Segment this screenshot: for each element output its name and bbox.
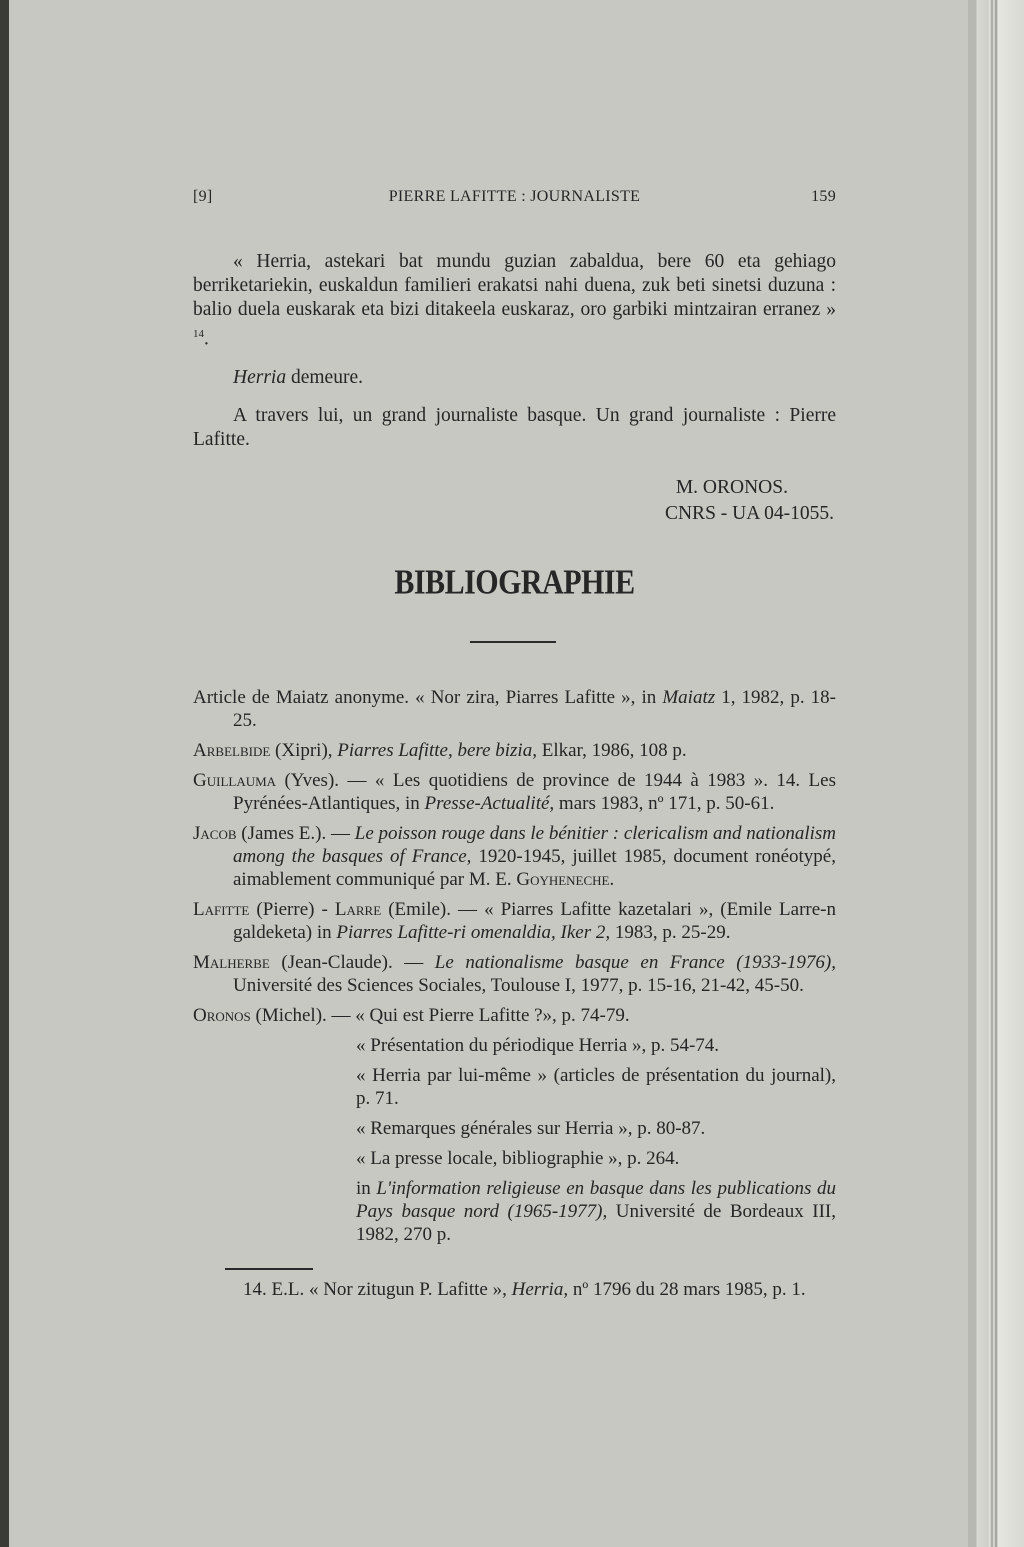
author-name: Malherbe: [193, 952, 270, 973]
entry-text: (Xipri),: [270, 740, 338, 761]
author-signature: [193, 476, 836, 526]
entry-text: Elkar, 1986, 108 p.: [536, 740, 687, 761]
quote-paragraph: [193, 250, 836, 352]
author-name: Goyheneche.: [516, 869, 615, 890]
footnote-rule: [225, 1268, 313, 1270]
footnote-text: 14. E.L. « Nor zitugun P. Lafitte »,: [243, 1279, 512, 1300]
entry-text: Article de Maiatz anonyme. « Nor zira, Piarres Lafitte », in: [193, 687, 663, 708]
bibliography-entry: [193, 686, 836, 732]
author-name: Guillauma: [193, 770, 277, 791]
work-title: L'information religieuse en basque dans les publications du Pays basque nord (1965-1977),: [356, 1178, 836, 1222]
author-name: M. ORONOS.: [675, 477, 788, 498]
body-text: [193, 250, 836, 452]
paragraph: A travers lui, un grand journaliste basque. Un grand journaliste : Pierre Lafitte.: [193, 404, 836, 450]
work-title: Le nationalisme basque en France (1933-1976),: [434, 952, 836, 973]
entry-text: 1983, p. 25-29.: [610, 922, 731, 943]
entry-text: mars 1983, nº 171, p. 50-61.: [554, 793, 775, 814]
section-heading: BIBLIOGRAPHIE: [394, 563, 635, 602]
quote-text: « Herria, astekari bat mundu guzian zabaldua, bere 60 eta gehiago berriketariekin, euskaldun familieri erakatsi nahi duena, zuk beti sinetsi duzuna : balio duela euskarak eta bizi ditakeela euskaraz, oro garbiki mintzairan erranez »: [193, 251, 836, 320]
page-stack-edge: [968, 0, 1024, 1547]
work-title: Piarres Lafitte, bere bizia,: [337, 740, 537, 761]
entry-text: Université de Bordeaux III, 1982, 270 p.: [356, 1201, 836, 1245]
author-name: Arbelbide: [193, 740, 271, 761]
author-affiliation: CNRS - UA 04-1055.: [664, 503, 834, 524]
bibliography-entry: [193, 739, 836, 762]
paragraph-text: demeure.: [286, 366, 363, 388]
entry-text: 1920-1945, juillet 1985, document ronéotypé, aimablement communiqué par M. E.: [233, 846, 836, 890]
book-binding-edge: [0, 0, 9, 1547]
entry-text: (Pierre) -: [249, 899, 335, 920]
author-name: Oronos: [193, 1005, 251, 1026]
work-title: Maiatz: [662, 687, 716, 708]
footnote-text-end: nº 1796 du 28 mars 1985, p. 1.: [568, 1279, 806, 1300]
work-title: Le poisson rouge dans le bénitier : clericalism and nationalism among the basques of France,: [233, 823, 836, 867]
entry-text: (Jean-Claude). —: [269, 952, 435, 973]
footnote-italic: Herria,: [511, 1279, 569, 1300]
heading-rule: [470, 641, 556, 643]
bibliography-subentry: [193, 1177, 836, 1246]
bibliography-entry: [193, 822, 836, 891]
bibliography-list: [193, 686, 836, 1253]
quote-end: .: [204, 328, 209, 350]
work-title: Piarres Lafitte-ri omenaldia, Iker 2,: [336, 922, 611, 943]
entry-text: (Michel). — « Qui est Pierre Lafitte ?», p. 74-79.: [250, 1005, 630, 1026]
entry-text: (James E.). —: [236, 823, 355, 844]
entry-text: (Emile). — « Piarres Lafitte kazetalari », (Emile Larre-n galdeketa) in: [233, 899, 836, 943]
page-number: 159: [811, 188, 836, 205]
bibliography-subentry: « La presse locale, bibliographie », p. 264.: [356, 1148, 680, 1169]
bibliography-entry: [193, 769, 836, 815]
running-title: PIERRE LAFITTE : JOURNALISTE: [388, 188, 641, 205]
footnote-ref[interactable]: 14: [193, 328, 204, 340]
bibliography-entry: [193, 951, 836, 997]
author-name: Larre: [334, 899, 382, 920]
author-name: Lafitte: [193, 899, 250, 920]
italic-title: Herria: [233, 366, 287, 388]
entry-text: in: [356, 1178, 377, 1199]
entry-text: 1, 1982, p. 18-25.: [233, 687, 836, 731]
section-number: [9]: [193, 188, 213, 205]
work-title: Presse-Actualité,: [424, 793, 555, 814]
bibliography-subentry: « Présentation du périodique Herria », p. 54-74.: [356, 1035, 720, 1056]
entry-text: Université des Sciences Sociales, Toulouse I, 1977, p. 15-16, 21-42, 45-50.: [233, 975, 804, 996]
footnote: [193, 1278, 836, 1301]
author-name: Jacob: [193, 823, 237, 844]
bibliography-entry: [193, 898, 836, 944]
bibliography-entry: [193, 1004, 836, 1027]
bibliography-subentry: « Herria par lui-même » (articles de présentation du journal), p. 71.: [356, 1065, 836, 1109]
entry-text: (Yves). — « Les quotidiens de province de 1944 à 1983 ». 14. Les Pyrénées-Atlantiques, in: [233, 770, 836, 814]
bibliography-subentry: « Remarques générales sur Herria », p. 80-87.: [356, 1118, 706, 1139]
paragraph: [193, 366, 836, 390]
